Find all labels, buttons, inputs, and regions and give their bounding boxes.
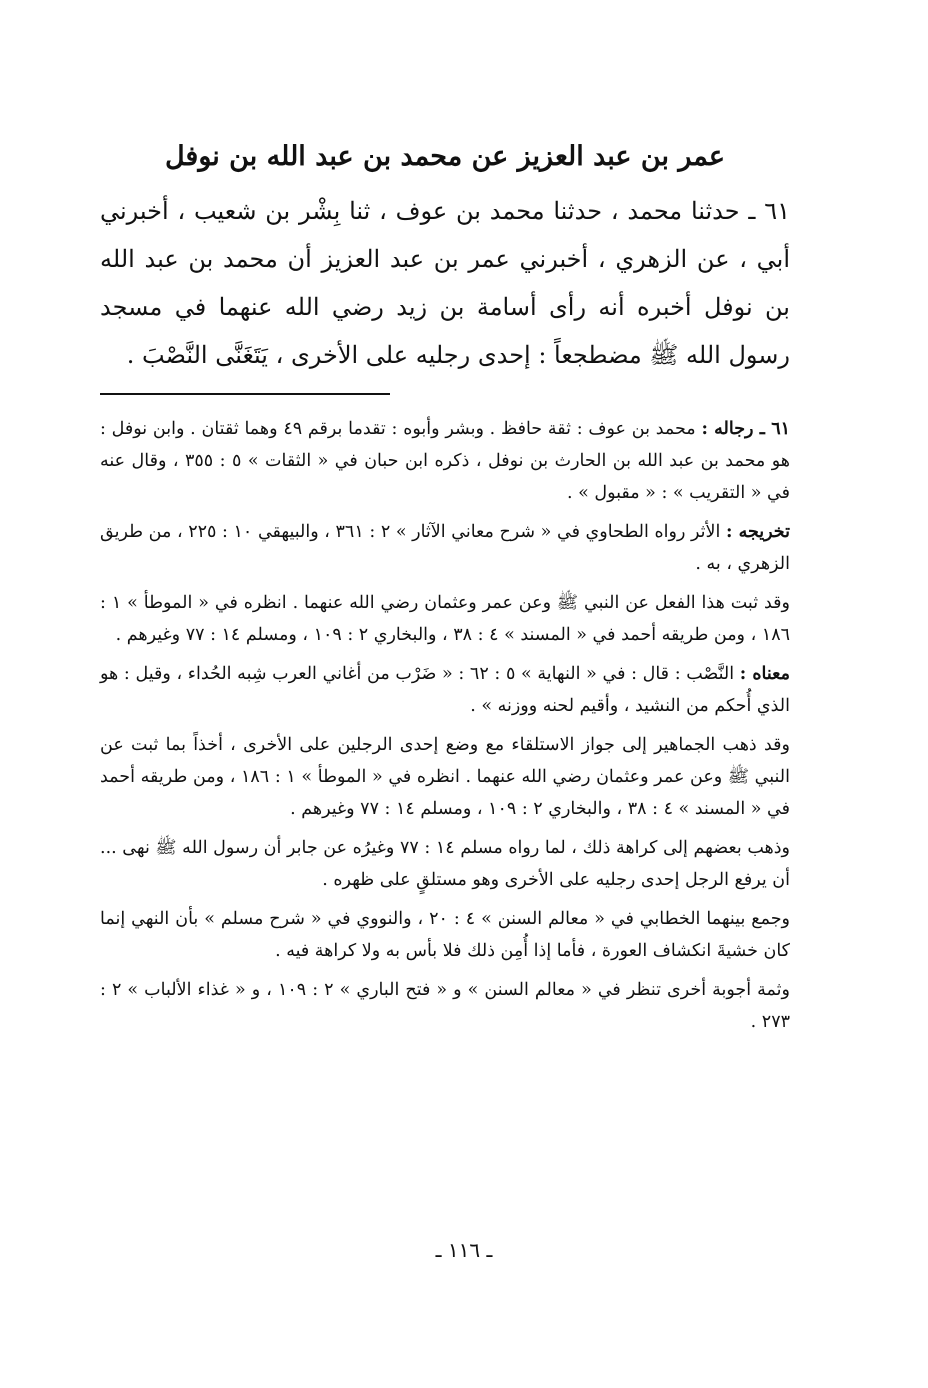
rijal-label: ٦١ ـ رجاله : [701,419,790,439]
footnote-paragraph: وثمة أجوبة أخرى تنظر في « معالم السنن » و « فتح الباري » ٢ : ١٠٩ ، و « غذاء الألباب » ٢ : ٢٧٣ . [100,980,790,1032]
takhrij-text: الأثر رواه الطحاوي في « شرح معاني الآثار » ٢ : ٣٦١ ، والبيهقي ١٠ : ٢٢٥ ، من طريق الزهري ، به . [100,522,790,574]
takhrij-label: تخريجه : [726,522,790,542]
maana-text: النَّصْب : قال : في « النهاية » ٥ : ٦٢ : « ضَرْب من أغاني العرب شِبه الحُداء ، وقيل : هو الذي أُحكم من النشيد ، وأقيم لحنه ووزنه » . [100,664,790,716]
footnote-paragraph: وقد ذهب الجماهير إلى جواز الاستلقاء مع وضع إحدى الرجلين على الأخرى ، أخذاً بما ثبت عن النبي ﷺ وعن عمر وعثمان رضي الله عنهما . انظره في « الموطأ » ١ : ١٨٦ ، ومن طريقه أحمد في « المسند » ٤ : ٣٨ ، والبخاري ٢ : ١٠٩ ، ومسلم ١٤ : ٧٧ وغيرهم . [100,735,790,819]
footnotes [100,413,790,1038]
hadith-text: ٦١ ـ حدثنا محمد ، حدثنا محمد بن عوف ، ثنا بِشْر بن شعيب ، أخبرني أبي ، عن الزهري ، أخبرني عمر بن عبد العزيز أن محمد بن عبد الله بن نوفل أخبره أنه رأى أسامة بن زيد رضي الله عنهما في مسجد رسول الله ﷺ مضطجعاً : إحدى رجليه على الأخرى ، يَتَغَنَّى النَّصْبَ . [100,197,790,369]
footnote-paragraph: وجمع بينهما الخطابي في « معالم السنن » ٤ : ٢٠ ، والنووي في « شرح مسلم » بأن النهي إنما كان خشيةَ انكشاف العورة ، فأما إذا أُمِن ذلك فلا بأس به ولا كراهة فيه . [100,909,790,961]
maana-label: معناه : [739,664,790,684]
footnote-takhrij [100,516,790,580]
book-page [100,135,790,1045]
rijal-text: محمد بن عوف : ثقة حافظ . وبشر وأبوه : تقدما برقم ٤٩ وهما ثقتان . وابن نوفل : هو محمد بن عبد الله بن الحارث بن نوفل ، ذكره ابن حبان في « الثقات » ٥ : ٣٥٥ ، وقال عنه في « التقريب » : « مقبول » . [100,419,790,503]
footnote-paragraph: وذهب بعضهم إلى كراهة ذلك ، لما رواه مسلم ١٤ : ٧٧ وغيرُه عن جابر أن رسول الله ﷺ نهى ... أن يرفع الرجل إحدى رجليه على الأخرى وهو مستلقٍ على ظهره . [100,838,790,890]
footnote-divider [100,393,390,395]
page-number: ـ ١١٦ ـ [435,1238,493,1262]
footnote-rijal [100,413,790,509]
footnote-maana [100,658,790,722]
section-title: عمر بن عبد العزيز عن محمد بن عبد الله بن نوفل [164,141,726,172]
footnote-paragraph: وقد ثبت هذا الفعل عن النبي ﷺ وعن عمر وعثمان رضي الله عنهما . انظره في « الموطأ » ١ : ١٨٦ ، ومن طريقه أحمد في « المسند » ٤ : ٣٨ ، والبخاري ٢ : ١٠٩ ، ومسلم ١٤ : ٧٧ وغيرهم . [100,593,790,645]
